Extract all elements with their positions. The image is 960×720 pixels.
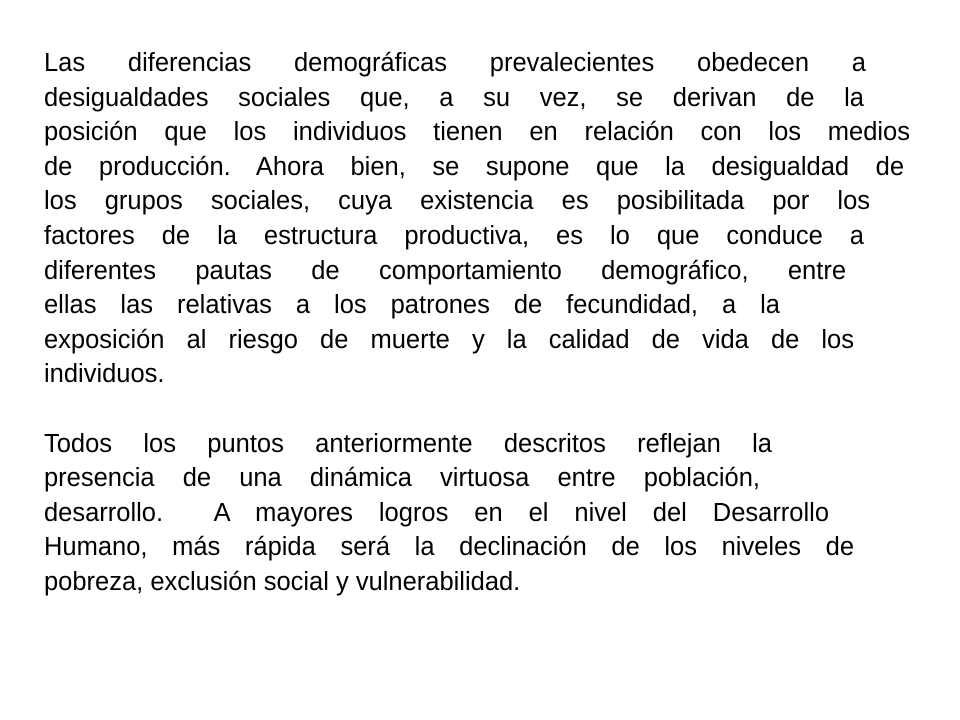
paragraph-line: Las diferencias demográficas prevalecientes obedecen a	[44, 49, 866, 77]
paragraph-1	[44, 46, 924, 392]
paragraph-line: presencia de una dinámica virtuosa entre población,	[44, 464, 760, 493]
paragraph-line: posición que los individuos tienen en relación con los medios	[44, 118, 910, 147]
paragraph-line: pobreza, exclusión social y vulnerabilidad.	[44, 567, 521, 596]
paragraph-line: los grupos sociales, cuya existencia es posibilitada por los	[44, 187, 870, 216]
paragraph-spacer	[44, 392, 924, 427]
paragraph-2	[44, 427, 924, 600]
paragraph-line: desarrollo. A mayores logros en el nivel del Desarrollo	[44, 498, 829, 527]
text-body	[44, 46, 924, 600]
paragraph-line: de producción. Ahora bien, se supone que la desigualdad de	[44, 152, 904, 181]
paragraph-line: ellas las relativas a los patrones de fecundidad, a la	[44, 291, 780, 320]
paragraph-line: desigualdades sociales que, a su vez, se derivan de la	[44, 83, 864, 112]
paragraph-line: Todos los puntos anteriormente descritos reflejan la	[44, 429, 772, 458]
paragraph-line: exposición al riesgo de muerte y la calidad de vida de los	[44, 325, 854, 354]
paragraph-line: individuos.	[44, 360, 165, 389]
paragraph-line: diferentes pautas de comportamiento demográfico, entre	[44, 256, 846, 285]
paragraph-line: factores de la estructura productiva, es lo que conduce a	[44, 221, 864, 250]
paragraph-line: Humano, más rápida será la declinación de los niveles de	[44, 533, 854, 562]
